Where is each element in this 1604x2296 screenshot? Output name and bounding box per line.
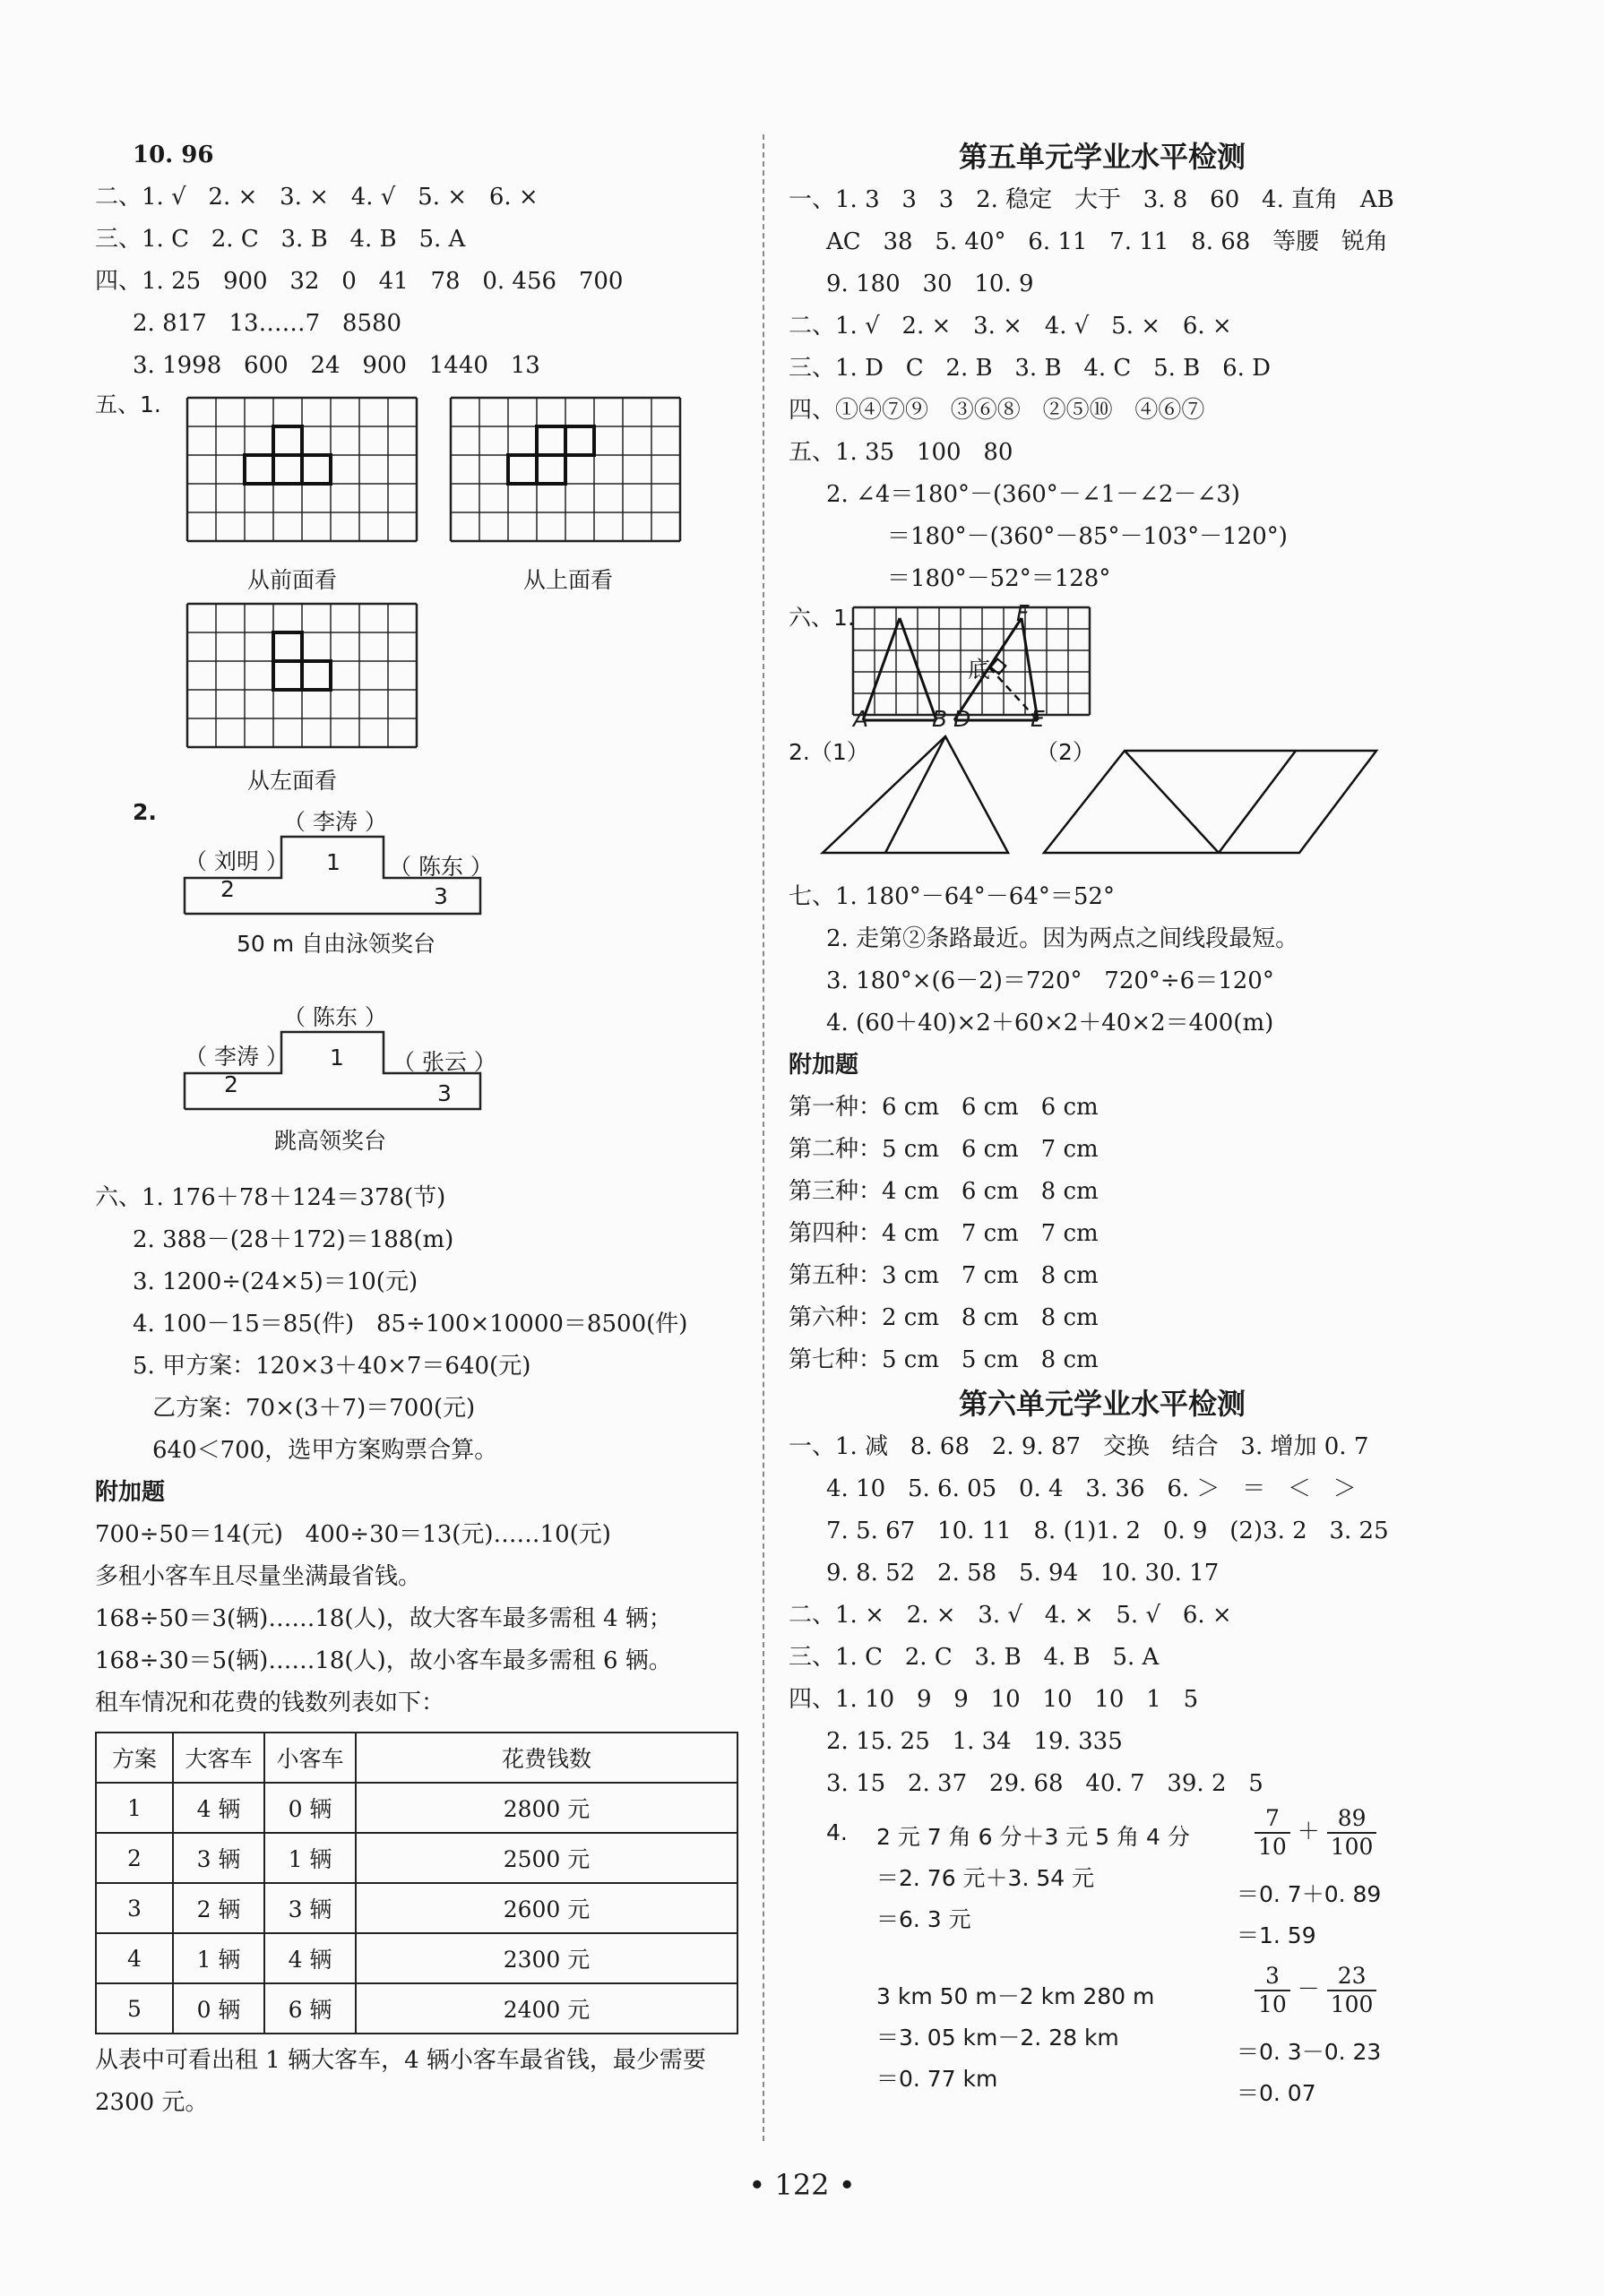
question-label: 2.（1） [789,739,869,765]
table-cell: 2 [96,1833,173,1883]
podium-place: 1 [330,1045,344,1071]
answer-line: 三、1. D C 2. B 3. B 4. C 5. B 6. D [789,355,1271,382]
question-label: 2. [133,799,157,825]
answer-line: 六、1. 176＋78＋124＝378(节) [95,1184,446,1211]
table-cell: 3 辆 [264,1883,356,1933]
answer-line: 2300 元。 [95,2089,209,2116]
podium-place: 1 [326,849,341,875]
table-row [96,1883,737,1933]
operator: － [1297,1975,1320,2002]
table-header: 方案 [96,1733,173,1783]
answer-line: 第六种：2 cm 8 cm 8 cm [789,1304,1099,1331]
page-number: • 122 • [748,2168,856,2202]
answer-line: 7. 5. 67 10. 11 8. (1)1. 2 0. 9 (2)3. 2 3. 25 [826,1518,1389,1544]
left-column [95,134,749,2124]
podium-name-center: （ 李涛 ） [283,809,387,835]
table-cell: 1 辆 [173,1933,264,1983]
fraction: $\frac{23}{100}$ [1327,1963,1377,2018]
podium-name-right: （ 陈东 ） [389,854,493,880]
column-divider [763,134,764,2141]
question-label: 六、1. [789,605,855,631]
calc-block [789,1805,1416,2106]
answer-line: 2. 走第②条路最近。因为两点之间线段最短。 [826,925,1299,952]
podium-place: 2 [220,876,235,902]
calc-line: 2 元 7 角 6 分＋3 元 5 角 4 分 [876,1824,1190,1850]
grid-caption: 从前面看 [247,567,338,593]
answer-line: 第四种：4 cm 7 cm 7 cm [789,1220,1099,1247]
answer-line: 租车情况和花费的钱数列表如下： [95,1690,445,1716]
answer-line: 一、1. 减 8. 68 2. 9. 87 交换 结合 3. 增加 0. 7 [789,1433,1369,1460]
table-header: 小客车 [264,1733,356,1783]
table-cell: 1 辆 [264,1833,356,1883]
podium-svg [95,987,749,1175]
podium-caption: 跳高领奖台 [274,1128,387,1154]
section-heading: 附加题 [95,1479,166,1506]
table-row [96,1833,737,1883]
answer-line: ＝180°－52°＝128° [887,565,1111,592]
answer-line: 二、1. √ 2. × 3. × 4. √ 5. × 6. × [789,313,1232,340]
table-header: 花费钱数 [356,1733,737,1783]
answer-line: 四、1. 10 9 9 10 10 10 1 5 [789,1686,1199,1713]
answer-line: 第二种：5 cm 6 cm 7 cm [789,1136,1099,1163]
answer-line: 第五种：3 cm 7 cm 8 cm [789,1262,1099,1289]
answer-line: 10. 96 [133,142,214,168]
question-label: （2） [1036,739,1095,765]
answer-line: 3. 1200÷(24×5)＝10(元) [133,1268,418,1295]
answer-line: 5. 甲方案：120×3＋40×7＝640(元) [133,1353,531,1380]
answer-line: 3. 1998 600 24 900 1440 13 [133,352,540,379]
calc-line: ＝2. 76 元＋3. 54 元 [876,1865,1095,1891]
answer-line: 3. 15 2. 37 29. 68 40. 7 39. 2 5 [826,1770,1263,1797]
podium-caption: 50 m 自由泳领奖台 [237,931,436,957]
calc-line: ＝0. 77 km [876,2066,998,2092]
answer-line: 乙方案：70×(3＋7)＝700(元) [152,1395,476,1422]
answer-line: 从表中可看出租 1 辆大客车，4 辆小客车最省钱，最少需要 [95,2047,706,2074]
triangle-grid-svg [789,600,1416,735]
table-row [96,1933,737,1983]
answer-line: 三、1. C 2. C 3. B 4. B 5. A [95,226,466,253]
left-view-grid [187,604,417,747]
question-label: 五、1. [95,391,161,417]
answer-line: 4. (60＋40)×2＋60×2＋40×2＝400(m) [826,1010,1274,1036]
table-cell: 2500 元 [356,1833,737,1883]
calc-line: ＝1. 59 [1237,1922,1316,1948]
table-cell: 3 [96,1883,173,1933]
unit-6-title: 第六单元学业水平检测 [958,1387,1246,1421]
vertex-label: F [1016,600,1030,626]
view-grids-row-2 [95,593,749,799]
fraction-expression-1 [1255,1805,1376,1861]
table-cell: 3 辆 [173,1833,264,1883]
right-column [789,134,1416,2106]
unit-5-title: 第五单元学业水平检测 [958,140,1246,174]
vertex-label: B [932,706,948,732]
table-cell: 2600 元 [356,1883,737,1933]
view-grids-svg [95,387,749,593]
calc-line: ＝3. 05 km－2. 28 km [876,2025,1119,2051]
vertex-label: E [1031,706,1045,732]
calc-line: ＝0. 3－0. 23 [1237,2039,1382,2065]
calc-line: ＝6. 3 元 [876,1906,971,1932]
fraction-expression-2 [1255,1963,1376,2018]
rental-table [95,1732,738,2034]
triangle-grid-block [789,600,1416,735]
answer-line: 9. 180 30 10. 9 [826,271,1034,297]
podium-place: 3 [437,1080,452,1106]
shapes-block [789,735,1416,876]
fraction: $\frac{3}{10}$ [1255,1963,1290,2018]
podium-high-jump [95,987,749,1177]
answer-line: 4. 100－15＝85(件) 85÷100×10000＝8500(件) [133,1311,688,1337]
answer-line: 第一种：6 cm 6 cm 6 cm [789,1094,1099,1121]
answer-line: 2. 388－(28＋172)＝188(m) [133,1226,454,1253]
answer-line: 700÷50＝14(元) 400÷30＝13(元)……10(元) [95,1521,611,1548]
question-label: 4. [826,1819,848,1845]
podium-svg [95,799,749,987]
operator: ＋ [1297,1818,1320,1845]
view-grid-svg [95,593,749,799]
front-view-grid [187,398,417,541]
grid-caption: 从左面看 [247,768,338,794]
answer-line: 4. 10 5. 6. 05 0. 4 3. 36 6. ＞ ＝ ＜ ＞ [826,1475,1357,1502]
podium-freestyle [95,799,749,987]
grid-caption: 从上面看 [523,567,614,593]
answer-line: 二、1. √ 2. × 3. × 4. √ 5. × 6. × [95,184,539,211]
calc-line: ＝0. 07 [1237,2080,1316,2106]
top-view-grid [451,398,680,541]
answer-line: 2. 15. 25 1. 34 19. 335 [826,1728,1123,1755]
table-cell: 4 辆 [264,1933,356,1983]
answer-line: 五、1. 35 100 80 [789,439,1013,466]
podium-name-center: （ 陈东 ） [283,1004,387,1030]
table-header-row [96,1733,737,1783]
answer-line: 多租小客车且尽量坐满最省钱。 [95,1563,422,1590]
vertex-label: D [953,706,971,732]
answer-line: 四、1. 25 900 32 0 41 78 0. 456 700 [95,268,624,295]
answer-line: 3. 180°×(6－2)＝720° 720°÷6＝120° [826,967,1274,994]
fraction: $\frac{7}{10}$ [1255,1805,1290,1861]
answer-line: 二、1. × 2. × 3. √ 4. × 5. √ 6. × [789,1602,1232,1629]
table-cell: 2300 元 [356,1933,737,1983]
answer-line: 四、①④⑦⑨ ③⑥⑧ ②⑤⑩ ④⑥⑦ [789,397,1205,424]
table-row [96,1783,737,1833]
section-heading: 附加题 [789,1052,859,1079]
table-row [96,1983,737,2034]
answer-line: 640＜700，选甲方案购票合算。 [152,1437,498,1464]
answer-line: ＝180°－(360°－85°－103°－120°) [887,523,1288,550]
table-header: 大客车 [173,1733,264,1783]
podium-name-left: （ 李涛 ） [185,1044,289,1070]
calc-line: 3 km 50 m－2 km 280 m [876,1983,1155,2009]
podium-name-left: （ 刘明 ） [185,848,289,874]
table-cell: 2400 元 [356,1983,737,2034]
calc-line: ＝0. 7＋0. 89 [1237,1881,1382,1907]
answer-line: 9. 8. 52 2. 58 5. 94 10. 30. 17 [826,1560,1220,1587]
table-cell: 6 辆 [264,1983,356,2034]
table-cell: 4 [96,1933,173,1983]
base-label: 底 [968,657,991,683]
podium-place: 2 [224,1071,238,1097]
answer-line: 一、1. 3 3 3 2. 稳定 大于 3. 8 60 4. 直角 AB [789,186,1394,213]
answer-line: AC 38 5. 40° 6. 11 7. 11 8. 68 等腰 锐角 [826,228,1388,255]
table-cell: 2800 元 [356,1783,737,1833]
shapes-svg [789,735,1416,876]
fraction: $\frac{89}{100}$ [1327,1805,1377,1861]
answer-line: 168÷30＝5(辆)……18(人)，故小客车最多需租 6 辆。 [95,1647,672,1674]
answer-line: 第三种：4 cm 6 cm 8 cm [789,1178,1099,1205]
answer-line: 三、1. C 2. C 3. B 4. B 5. A [789,1644,1160,1671]
podium-name-right: （ 张云 ） [392,1049,496,1075]
table-cell: 1 [96,1783,173,1833]
podium-place: 3 [434,883,448,909]
answer-line: 2. ∠4＝180°－(360°－∠1－∠2－∠3) [826,481,1240,508]
table-cell: 5 [96,1983,173,2034]
table-cell: 4 辆 [173,1783,264,1833]
table-cell: 0 辆 [173,1983,264,2034]
table-cell: 0 辆 [264,1783,356,1833]
view-grids-row-1 [95,387,749,593]
answer-line: 七、1. 180°－64°－64°＝52° [789,883,1115,910]
vertex-label: A [853,706,869,732]
answer-line: 2. 817 13……7 8580 [133,310,402,337]
table-cell: 2 辆 [173,1883,264,1933]
answer-line: 第七种：5 cm 5 cm 8 cm [789,1346,1099,1373]
answer-line: 168÷50＝3(辆)……18(人)，故大客车最多需租 4 辆； [95,1605,672,1632]
